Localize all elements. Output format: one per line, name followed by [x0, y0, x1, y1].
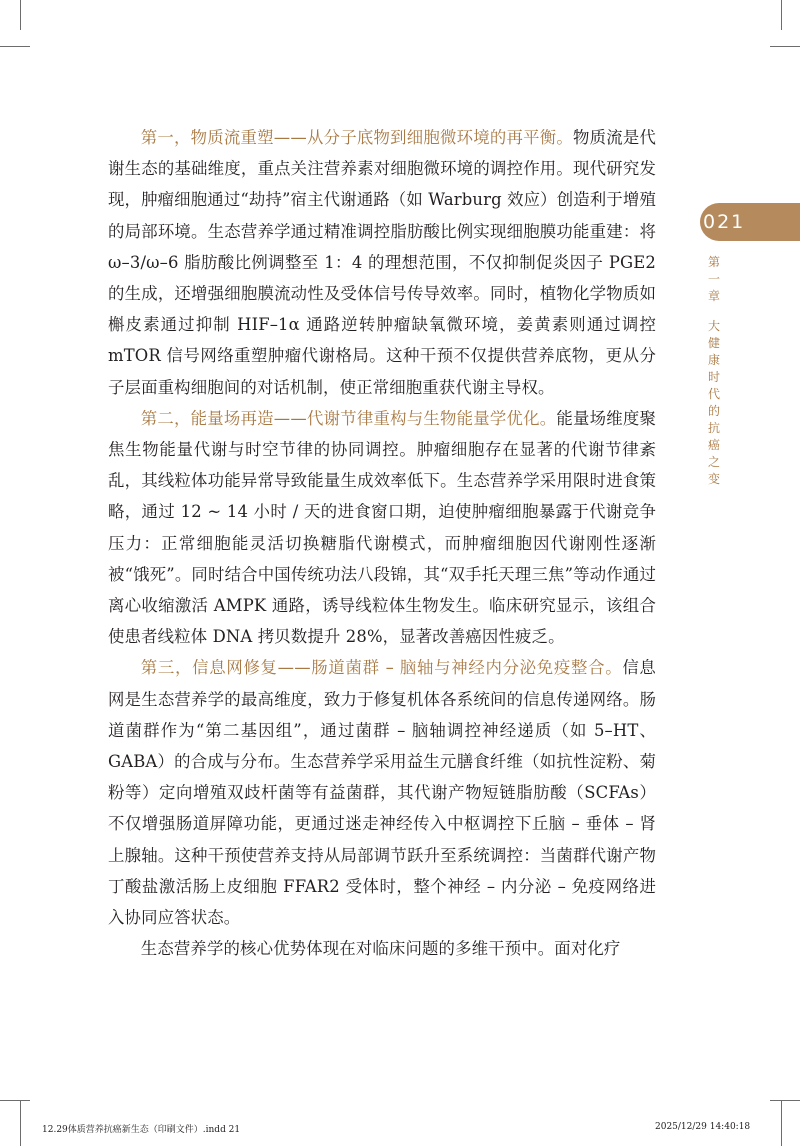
crop-mark — [781, 0, 782, 30]
crop-mark — [20, 0, 21, 30]
crop-mark — [0, 1100, 30, 1101]
paragraph-lead: 第二，能量场再造——代谢节律重构与生物能量学优化。 — [140, 408, 557, 428]
chapter-title: 大健康时代的抗癌之变 — [707, 319, 720, 486]
paragraph-lead: 第一，物质流重塑——从分子底物到细胞微环境的再平衡。 — [140, 128, 573, 147]
paragraph-text: 信息网是生态营养学的最高维度，致力于修复机体各系统间的信息传递网络。肠道菌群作为“第二基因组”，通过菌群 – 脑轴调控神经递质（如 5–HT、GABA）的合成与分布。生态营养学采用益生元膳食纤维（如抗性淀粉、菊粉等）定向增殖双歧杆菌等有益菌群，其代谢产物短链脂肪酸（SCFAs）不仅增强肠道屏障功能，更通过迷走神经传入中枢调控下丘脑 – 垂体 – 肾上腺轴。这种干预使营养支持从局部调节跃升至系统调控：当菌群代谢产物丁酸盐激活肠上皮细胞 FFAR2 受体时，整个神经 – 内分泌 – 免疫网络进入协同应答状态。 — [108, 658, 656, 928]
paragraph-text: 物质流是代谢生态的基础维度，重点关注营养素对细胞微环境的调控作用。现代研究发现，肿瘤细胞通过“劫持”宿主代谢通路（如 Warburg 效应）创造利于增殖的局部环境。生态营养学通过精准调控脂肪酸比例实现细胞膜功能重建：将 ω–3/ω–6 脂肪酸比例调整至 1：4 的理想范围，不仅抑制促炎因子 PGE2 的生成，还增强细胞膜流动性及受体信号传导效率。同时，植物化学物质如槲皮素通过抑制 HIF–1α 通路逆转肿瘤缺氧微环境，姜黄素则通过调控 mTOR 信号网络重塑肿瘤代谢格局。这种干预不仅提供营养底物，更从分子层面重构细胞间的对话机制，使正常细胞重获代谢主导权。 — [108, 128, 656, 397]
crop-mark — [20, 1100, 21, 1146]
chapter-number: 第一章 — [707, 255, 720, 303]
body-paragraph — [108, 652, 656, 933]
body-paragraph — [108, 122, 656, 403]
body-paragraph — [108, 403, 656, 653]
crop-mark — [0, 46, 30, 47]
footer-file-info: 12.29体质营养抗癌新生态（印刷文件）.indd 21 — [42, 1125, 241, 1135]
paragraph-text: 能量场维度聚焦生物能量代谢与时空节律的协同调控。肿瘤细胞存在显著的代谢节律紊乱，其线粒体功能异常导致能量生成效率低下。生态营养学采用限时进食策略，通过 12 ~ 14 小时 / 天的进食窗口期，迫使肿瘤细胞暴露于代谢竞争压力：正常细胞能灵活切换糖脂代谢模式，而肿瘤细胞因代谢刚性逐渐被“饿死”。同时结合中国传统功法八段锦，其“双手托天理三焦”等动作通过离心收缩激活 AMPK 通路，诱导线粒体生物发生。临床研究显示，该组合使患者线粒体 DNA 拷贝数提升 28%，显著改善癌因性疲乏。 — [108, 408, 656, 647]
page-body — [108, 122, 656, 964]
paragraph-text: 生态营养学的核心优势体现在对临床问题的多维干预中。面对化疗 — [140, 939, 621, 959]
crop-mark — [770, 46, 800, 47]
crop-mark — [770, 1100, 800, 1101]
body-paragraph — [108, 933, 656, 964]
page-number: 021 — [703, 211, 746, 233]
paragraph-lead: 第三，信息网修复——肠道菌群 – 脑轴与神经内分泌免疫整合。 — [140, 658, 623, 678]
crop-mark — [781, 1100, 782, 1146]
footer-timestamp: 2025/12/29 14:40:18 — [655, 1122, 751, 1132]
